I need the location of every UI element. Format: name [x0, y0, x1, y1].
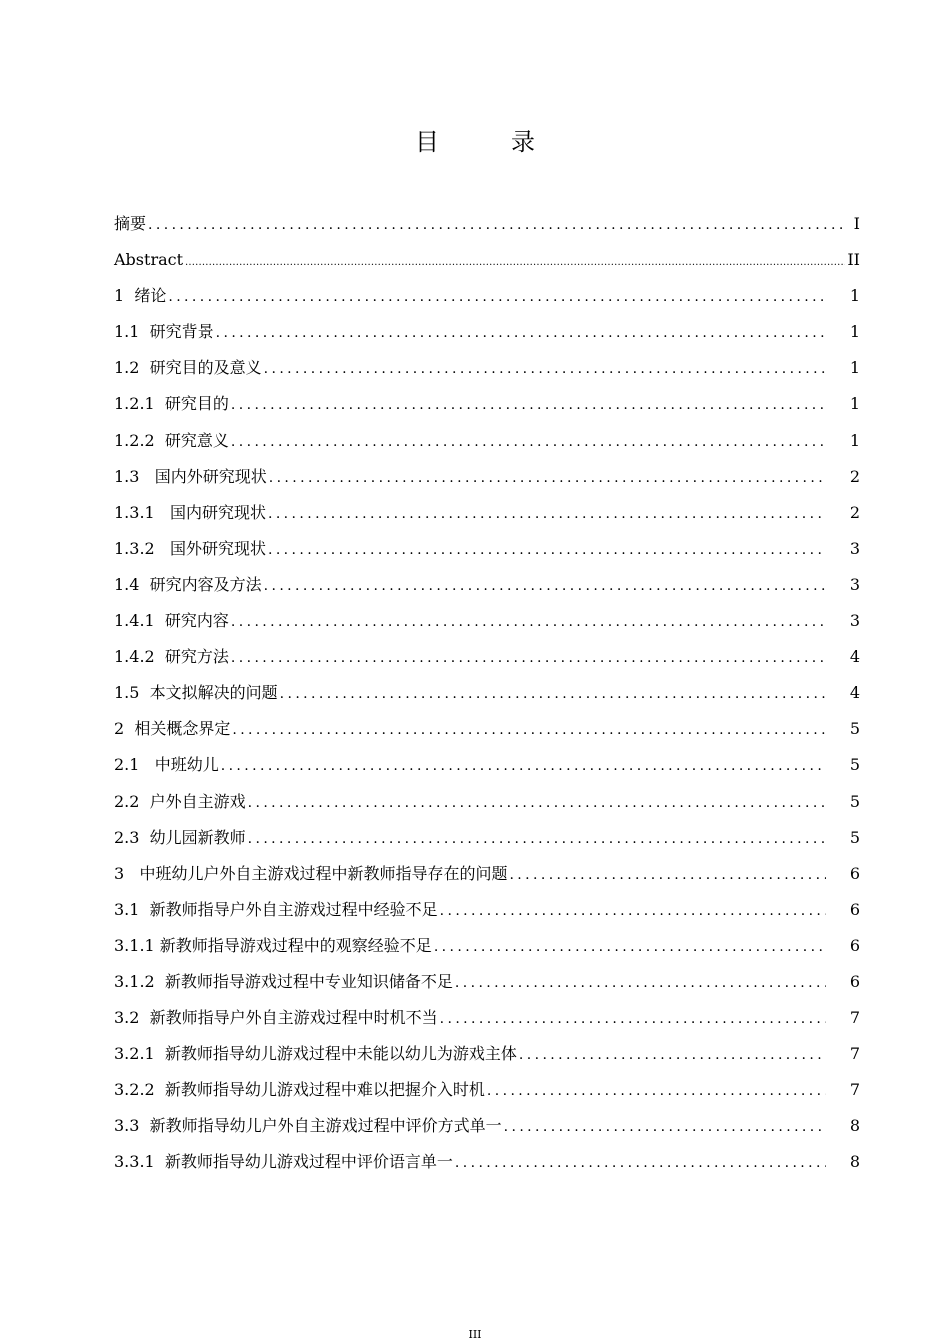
toc-entry[interactable] — [114, 501, 860, 537]
toc-entry[interactable] — [114, 356, 860, 392]
toc-entry-label: 3.1.1 新教师指导游戏过程中的观察经验不足 — [114, 935, 432, 955]
toc-entry-page: 3 — [849, 574, 860, 594]
toc-entry-label: 1.2.1 研究目的 — [114, 394, 229, 414]
toc-entry-label: 3.3.1 新教师指导幼儿游戏过程中评价语言单一 — [114, 1152, 453, 1172]
toc-entry[interactable] — [114, 392, 860, 428]
toc-entry-label: 1.3 国内外研究现状 — [114, 466, 267, 486]
toc-dot-leader — [455, 971, 826, 995]
toc-entry-page: 3 — [849, 611, 860, 631]
toc-entry-page: 1 — [849, 394, 860, 414]
toc-entry[interactable] — [114, 862, 860, 898]
toc-entry-label: Abstract — [114, 250, 184, 270]
toc-entry-page: 6 — [849, 935, 860, 955]
toc-entry-page: 5 — [849, 827, 860, 847]
toc-entry-label: 3.1.2 新教师指导游戏过程中专业知识储备不足 — [114, 971, 453, 991]
toc-dot-leader — [434, 935, 826, 959]
toc-entry-page: 7 — [849, 1080, 860, 1100]
toc-entry-page: 4 — [849, 683, 860, 703]
toc-entry[interactable] — [114, 465, 860, 501]
toc-entry[interactable] — [114, 537, 860, 573]
toc-entry-label: 2.2 户外自主游戏 — [114, 791, 246, 811]
toc-entry-page: 2 — [849, 466, 860, 486]
toc-entry-page: 7 — [849, 1008, 860, 1028]
toc-dot-leader — [455, 1151, 826, 1175]
toc-entry[interactable] — [114, 212, 860, 248]
toc-entry-label: 3.2 新教师指导户外自主游戏过程中时机不当 — [114, 1008, 438, 1028]
toc-dot-leader — [440, 899, 826, 923]
toc-entry[interactable] — [114, 1078, 860, 1114]
toc-dot-leader — [264, 574, 826, 598]
toc-entry[interactable] — [114, 681, 860, 717]
toc-entry-label: 3.2.2 新教师指导幼儿游戏过程中难以把握介入时机 — [114, 1080, 485, 1100]
toc-entry[interactable] — [114, 934, 860, 970]
toc-entry-page: 6 — [849, 899, 860, 919]
toc-entry[interactable] — [114, 1006, 860, 1042]
toc-entry-label: 1.4.1 研究内容 — [114, 611, 229, 631]
toc-entry[interactable] — [114, 753, 860, 789]
toc-entry-label: 1.1 研究背景 — [114, 322, 214, 342]
page-number: III — [468, 1328, 482, 1341]
toc-entry-label: 3.3 新教师指导幼儿户外自主游戏过程中评价方式单一 — [114, 1116, 502, 1136]
toc-dot-leader — [487, 1079, 826, 1103]
toc-entry-page: II — [847, 250, 860, 270]
toc-entry-page: 4 — [849, 647, 860, 667]
toc-entry-page: 5 — [849, 755, 860, 775]
toc-dot-leader — [231, 646, 826, 670]
toc-dot-leader — [185, 251, 845, 275]
toc-entry[interactable] — [114, 573, 860, 609]
page-title: 目 录 — [415, 128, 559, 156]
toc-dot-leader — [504, 1115, 826, 1139]
toc-entry-page: 5 — [849, 791, 860, 811]
toc-entry-page: 3 — [849, 538, 860, 558]
toc-entry[interactable] — [114, 1150, 860, 1186]
toc-entry-label: 1 绪论 — [114, 286, 167, 306]
toc-dot-leader — [232, 718, 826, 742]
toc-entry[interactable] — [114, 1042, 860, 1078]
toc-dot-leader — [440, 1007, 826, 1031]
table-of-contents — [114, 212, 860, 1187]
toc-entry-page: 5 — [849, 719, 860, 739]
toc-dot-leader — [248, 827, 826, 851]
toc-entry-label: 2.3 幼儿园新教师 — [114, 827, 246, 847]
toc-dot-leader — [168, 285, 826, 309]
toc-dot-leader — [221, 754, 826, 778]
toc-dot-leader — [268, 502, 826, 526]
toc-entry-label: 1.4 研究内容及方法 — [114, 574, 262, 594]
toc-entry-label: 3.2.1 新教师指导幼儿游戏过程中未能以幼儿为游戏主体 — [114, 1044, 517, 1064]
toc-entry-page: 1 — [849, 430, 860, 450]
toc-entry-page: 1 — [849, 286, 860, 306]
toc-entry-label: 2.1 中班幼儿 — [114, 755, 219, 775]
toc-dot-leader — [216, 321, 826, 345]
toc-dot-leader — [519, 1043, 826, 1067]
toc-entry-page: 2 — [849, 502, 860, 522]
toc-entry-page: 8 — [849, 1116, 860, 1136]
toc-entry[interactable] — [114, 826, 860, 862]
toc-entry-label: 2 相关概念界定 — [114, 719, 231, 739]
toc-entry-page: 1 — [849, 358, 860, 378]
toc-entry[interactable] — [114, 429, 860, 465]
toc-entry[interactable] — [114, 898, 860, 934]
toc-dot-leader — [231, 393, 826, 417]
toc-entry-label: 摘要 — [114, 214, 147, 233]
toc-entry-label: 3 中班幼儿户外自主游戏过程中新教师指导存在的问题 — [114, 863, 508, 883]
toc-entry[interactable] — [114, 717, 860, 753]
toc-entry-page: 7 — [849, 1044, 860, 1064]
toc-entry-label: 1.2.2 研究意义 — [114, 430, 229, 450]
toc-entry-label: 3.1 新教师指导户外自主游戏过程中经验不足 — [114, 899, 438, 919]
toc-dot-leader — [280, 682, 826, 706]
toc-entry-page: 8 — [849, 1152, 860, 1172]
toc-dot-leader — [268, 538, 826, 562]
toc-entry[interactable] — [114, 320, 860, 356]
toc-dot-leader — [509, 863, 826, 887]
toc-entry-page: I — [853, 214, 860, 233]
toc-dot-leader — [231, 610, 826, 634]
toc-dot-leader — [231, 430, 826, 454]
toc-entry[interactable] — [114, 790, 860, 826]
toc-entry[interactable] — [114, 609, 860, 645]
toc-entry-label: 1.2 研究目的及意义 — [114, 358, 262, 378]
toc-entry[interactable] — [114, 248, 860, 284]
toc-entry-page: 6 — [849, 971, 860, 991]
toc-entry[interactable] — [114, 645, 860, 681]
toc-entry-page: 1 — [849, 322, 860, 342]
toc-entry-page: 6 — [849, 863, 860, 883]
toc-entry[interactable] — [114, 970, 860, 1006]
toc-dot-leader — [148, 213, 844, 237]
toc-entry-label: 1.5 本文拟解决的问题 — [114, 683, 278, 703]
toc-entry-label: 1.3.1 国内研究现状 — [114, 502, 266, 522]
toc-dot-leader — [248, 791, 826, 815]
toc-entry[interactable] — [114, 284, 860, 320]
toc-dot-leader — [264, 357, 826, 381]
toc-dot-leader — [269, 466, 826, 490]
toc-entry-label: 1.3.2 国外研究现状 — [114, 538, 266, 558]
toc-entry-label: 1.4.2 研究方法 — [114, 647, 229, 667]
toc-entry[interactable] — [114, 1114, 860, 1150]
